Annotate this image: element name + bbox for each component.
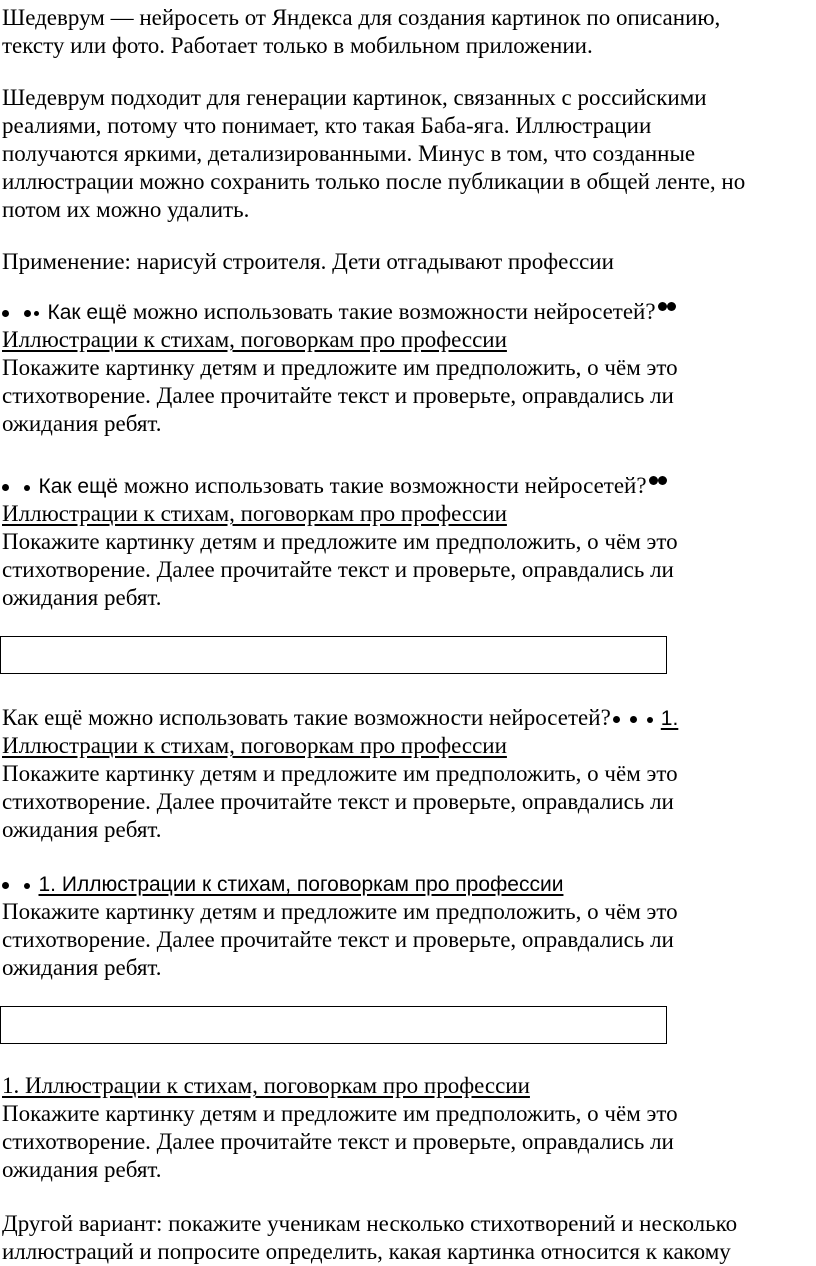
bullet-icon — [658, 302, 667, 311]
intro-paragraph — [2, 4, 808, 60]
text-line: получаются яркими, детализированными. Минус в том, что созданные — [2, 141, 696, 166]
text-line: Шедеврум подходит для генерации картинок, связанных с российскими — [2, 85, 707, 110]
text-line: иллюстраций и попросите определить, какая картинка относится к какому — [2, 1239, 731, 1264]
final-paragraph — [2, 1210, 808, 1266]
text-line: стихотворение. Далее прочитайте текст и проверьте, оправдались ли — [2, 557, 674, 582]
text-line: стихотворение. Далее прочитайте текст и проверьте, оправдались ли — [2, 789, 674, 814]
text-line: Покажите картинку детям и предложите им предположить, о чём это — [2, 761, 678, 786]
text-line: стихотворение. Далее прочитайте текст и проверьте, оправдались ли — [2, 383, 674, 408]
question-text: можно использовать такие возможности нейросетей? — [82, 705, 611, 730]
question-line — [2, 704, 808, 732]
text-line: иллюстрации можно сохранить только после публикации в общей ленте, но — [2, 169, 746, 194]
illustration-title-link[interactable]: 1. Иллюстрации к стихам, поговоркам про профессии — [2, 1073, 530, 1098]
text-line: ожидания ребят. — [2, 411, 162, 436]
illustration-title-link[interactable]: Иллюстрации к стихам, поговоркам про профессии — [2, 733, 507, 758]
text-line: Применение: нарисуй строителя. Дети отгадывают профессии — [2, 249, 614, 274]
section-e — [2, 1072, 808, 1184]
bullet-icon — [2, 310, 9, 317]
text-line: ожидания ребят. — [2, 1157, 162, 1182]
bullet-icon — [24, 485, 30, 491]
illustration-title-link[interactable]: Иллюстрации к стихам, поговоркам про профессии — [2, 327, 507, 352]
bullet-icon — [2, 882, 9, 889]
bullet-icon — [647, 717, 653, 723]
section-d — [2, 870, 808, 982]
bullet-icon — [667, 302, 676, 311]
application-paragraph — [2, 248, 808, 276]
text-line: тексту или фото. Работает только в мобильном приложении. — [2, 33, 593, 58]
text-line: Покажите картинку детям и предложите им предположить, о чём это — [2, 355, 678, 380]
text-line: стихотворение. Далее прочитайте текст и проверьте, оправдались ли — [2, 1129, 674, 1154]
description-paragraph — [2, 84, 808, 224]
bullet-icon — [630, 716, 637, 723]
illustration-title-link[interactable]: Иллюстрации к стихам, поговоркам про профессии — [2, 501, 507, 526]
empty-text-box — [0, 1006, 667, 1044]
question-prefix: Как ещё — [38, 475, 119, 498]
section-c — [2, 704, 808, 844]
empty-text-box — [0, 636, 667, 674]
text-line: Другой вариант: покажите ученикам несколько стихотворений и несколько — [2, 1211, 738, 1236]
text-line: Покажите картинку детям и предложите им предположить, о чём это — [2, 1101, 678, 1126]
bullet-icon — [649, 476, 658, 485]
question-line — [2, 298, 808, 326]
question-prefix: Как ещё — [2, 705, 83, 730]
text-line: Покажите картинку детям и предложите им предположить, о чём это — [2, 529, 678, 554]
question-line — [2, 472, 808, 500]
question-text: можно использовать такие возможности нейросетей? — [127, 299, 656, 324]
list-number: 1. — [660, 707, 679, 730]
bullet-icon — [613, 716, 620, 723]
illustration-title-link[interactable]: 1. Иллюстрации к стихам, поговоркам про профессии — [38, 873, 564, 896]
text-line: Шедеврум — нейросеть от Яндекса для создания картинок по описанию, — [2, 5, 721, 30]
text-line: ожидания ребят. — [2, 955, 162, 980]
text-line: реалиями, потому что понимает, кто такая Баба-яга. Иллюстрации — [2, 113, 652, 138]
text-line: потом их можно удалить. — [2, 197, 250, 222]
bullet-icon — [34, 311, 39, 316]
section-a — [2, 298, 808, 438]
numbered-title-line — [2, 870, 808, 898]
bullet-icon — [24, 883, 30, 889]
bullet-icon — [658, 476, 667, 485]
text-line: ожидания ребят. — [2, 585, 162, 610]
section-b — [2, 472, 808, 612]
text-line: стихотворение. Далее прочитайте текст и проверьте, оправдались ли — [2, 927, 674, 952]
question-text: можно использовать такие возможности нейросетей? — [118, 473, 647, 498]
question-prefix: Как ещё — [47, 301, 128, 324]
text-line: ожидания ребят. — [2, 817, 162, 842]
bullet-icon — [2, 484, 9, 491]
bullet-icon — [24, 310, 31, 317]
text-line: Покажите картинку детям и предложите им предположить, о чём это — [2, 899, 678, 924]
